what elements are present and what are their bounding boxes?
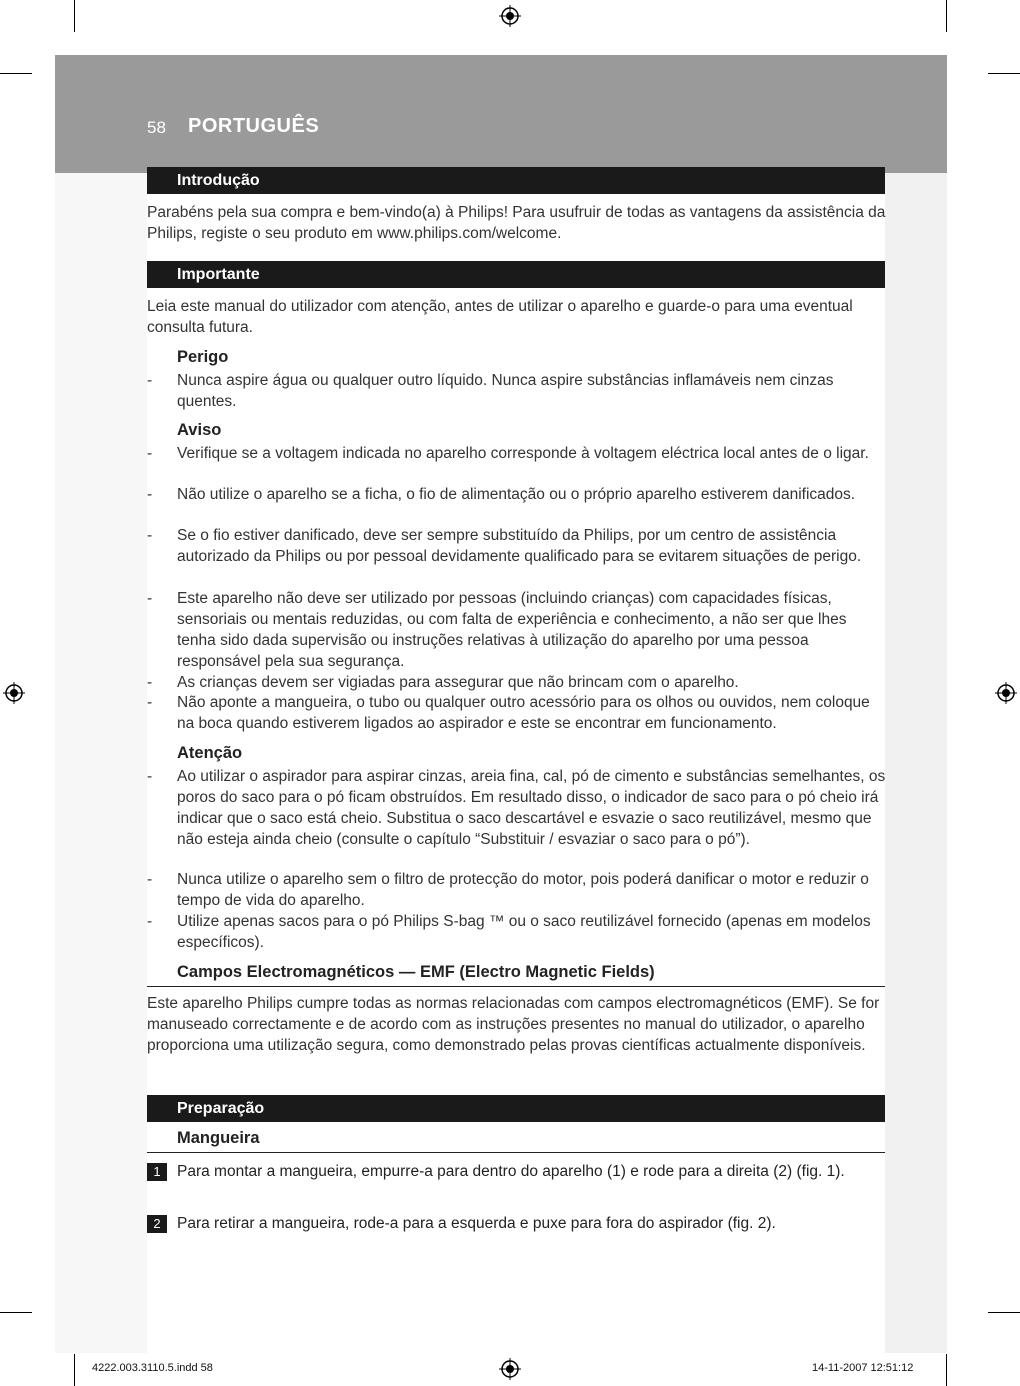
- step-item: [147, 1161, 887, 1182]
- list-item-text: Não aponte a mangueira, o tubo ou qualquer outro acessório para os olhos ou ouvidos, nem coloque na boca quando estiverem ligados ao aspirador e este se encontrar em funcionamento.: [177, 694, 870, 732]
- list-item: - Utilize apenas sacos para o pó Philips S-bag ™ ou o saco reutilizável fornecido (apenas em modelos específicos).: [147, 911, 887, 953]
- list-item-text: Verifique se a voltagem indicada no aparelho corresponde à voltagem eléctrica local antes de o ligar.: [177, 445, 869, 462]
- page-language-title: PORTUGUÊS: [188, 115, 320, 137]
- list-item-text: Se o fio estiver danificado, deve ser sempre substituído da Philips, por um centro de assistência autorizado da Philips ou por pessoal devidamente qualificado para se evitarem situações de perigo.: [177, 527, 862, 565]
- crop-mark: [988, 1312, 1020, 1313]
- list-item-text: Nunca aspire água ou qualquer outro líquido. Nunca aspire substâncias inflamáveis nem cinzas quentes.: [177, 372, 834, 410]
- left-margin-panel: [55, 173, 147, 1353]
- step-text: Para retirar a mangueira, rode-a para a esquerda e puxe para fora do aspirador (fig. 2).: [177, 1215, 776, 1232]
- emf-divider: [147, 986, 885, 987]
- step-text: Para montar a mangueira, empurre-a para dentro do aparelho (1) e rode para a direita (2) (fig. 1).: [177, 1163, 845, 1180]
- list-item-text: Não utilize o aparelho se a ficha, o fio de alimentação ou o próprio aparelho estiverem danificados.: [177, 486, 856, 503]
- section-header-important: Importante: [147, 261, 885, 288]
- registration-mark-icon: [499, 5, 521, 27]
- list-item: - Este aparelho não deve ser utilizado por pessoas (incluindo crianças) com capacidades físicas, sensoriais ou mentais reduzidas, ou com falta de experiência e conhecimento, a não ser que lhes tenha sido dada supervisão ou instruções relativas à utilização do aparelho por uma pessoa responsável pela sua segurança.: [147, 588, 887, 672]
- crop-mark: [74, 0, 75, 32]
- right-margin-panel: [885, 173, 947, 1353]
- crop-mark: [946, 1354, 947, 1386]
- emf-heading: Campos Electromagnéticos — EMF (Electro Magnetic Fields): [177, 963, 655, 981]
- list-item: - Não aponte a mangueira, o tubo ou qualquer outro acessório para os olhos ou ouvidos, nem coloque na boca quando estiverem ligados ao aspirador e este se encontrar em funcionamento.: [147, 692, 887, 734]
- list-item-text: Utilize apenas sacos para o pó Philips S-bag ™ ou o saco reutilizável fornecido (apenas em modelos específicos).: [177, 913, 871, 951]
- file-slug: 4222.003.3110.5.indd 58: [92, 1362, 213, 1374]
- caution-heading: Atenção: [177, 744, 243, 762]
- list-item-text: Nunca utilize o aparelho sem o filtro de protecção do motor, pois poderá danificar o motor e reduzir o tempo de vida do aparelho.: [177, 871, 869, 909]
- step-number-badge: 1: [147, 1163, 167, 1181]
- list-item: - Não utilize o aparelho se a ficha, o fio de alimentação ou o próprio aparelho estiverem danificados.: [147, 484, 887, 505]
- list-item: - Ao utilizar o aspirador para aspirar cinzas, areia fina, cal, pó de cimento e substâncias semelhantes, os poros do saco para o pó ficam obstruídos. Em resultado disso, o indicador de saco para o pó cheio irá indicar que o saco está cheio. Substitua o saco descartável e esvazie o saco reutilizável, mesmo que não esteja ainda cheio (consulte o capítulo “Substituir / esvaziar o saco para o pó”).: [147, 768, 886, 848]
- list-item: - Se o fio estiver danificado, deve ser sempre substituído da Philips, por um centro de assistência autorizado da Philips ou por pessoal devidamente qualificado para se evitarem situações de perigo.: [147, 525, 887, 567]
- list-item: - Verifique se a voltagem indicada no aparelho corresponde à voltagem eléctrica local antes de o ligar.: [147, 443, 887, 464]
- crop-mark: [0, 1312, 32, 1313]
- crop-mark: [946, 0, 947, 32]
- list-item-text: As crianças devem ser vigiadas para assegurar que não brincam com o aparelho.: [177, 674, 739, 691]
- header-band: [55, 55, 947, 173]
- crop-mark: [74, 1354, 75, 1386]
- list-item-text: Este aparelho não deve ser utilizado por pessoas (incluindo crianças) com capacidades físicas, sensoriais ou mentais reduzidas, ou com falta de experiência e conhecimento, a não ser que lhes tenha sido dada supervisão ou instruções relativas à utilização do aparelho por uma pessoa responsável pela sua segurança.: [177, 590, 847, 670]
- crop-mark: [988, 73, 1020, 74]
- important-text: Leia este manual do utilizador com atenção, antes de utilizar o aparelho e guarde-o para uma eventual consulta futura.: [147, 298, 853, 336]
- list-item-text: Ao utilizar o aspirador para aspirar cinzas, areia fina, cal, pó de cimento e substâncias semelhantes, os poros do saco para o pó ficam obstruídos. Em resultado disso, o indicador de saco para o pó cheio irá indicar que o saco está cheio. Substitua o saco descartável e esvazie o saco reutilizável, mesmo que não esteja ainda cheio (consulte o capítulo “Substituir / esvaziar o saco para o pó”).: [177, 768, 886, 848]
- warning-heading: Aviso: [177, 421, 222, 439]
- hose-divider: [147, 1152, 885, 1153]
- list-item: - Nunca aspire água ou qualquer outro líquido. Nunca aspire substâncias inflamáveis nem cinzas quentes.: [147, 370, 887, 412]
- intro-text: Parabéns pela sua compra e bem-vindo(a) à Philips! Para usufruir de todas as vantagens da assistência da Philips, registe o seu produto em www.philips.com/welcome.: [147, 204, 886, 242]
- registration-mark-icon: [995, 682, 1017, 704]
- hose-heading: Mangueira: [177, 1129, 260, 1147]
- registration-mark-icon: [3, 682, 25, 704]
- emf-text: Este aparelho Philips cumpre todas as normas relacionadas com campos electromagnéticos (EMF). Se for manuseado correctamente e de acordo com as instruções presentes no manual do utilizador, o aparelho proporciona uma utilização segura, como demonstrado pelas provas científicas actualmente disponíveis.: [147, 995, 880, 1054]
- section-header-intro: Introdução: [147, 167, 885, 194]
- step-item: [147, 1213, 887, 1234]
- list-item: - Nunca utilize o aparelho sem o filtro de protecção do motor, pois poderá danificar o motor e reduzir o tempo de vida do aparelho.: [147, 869, 887, 911]
- registration-mark-icon: [499, 1358, 521, 1380]
- danger-heading: Perigo: [177, 348, 229, 366]
- page-number: 58: [147, 118, 166, 137]
- section-header-preparation: Preparação: [147, 1095, 885, 1122]
- date-slug: 14-11-2007 12:51:12: [812, 1362, 914, 1374]
- list-item: - As crianças devem ser vigiadas para assegurar que não brincam com o aparelho.: [147, 672, 887, 693]
- crop-mark: [0, 73, 32, 74]
- step-number-badge: 2: [147, 1215, 167, 1233]
